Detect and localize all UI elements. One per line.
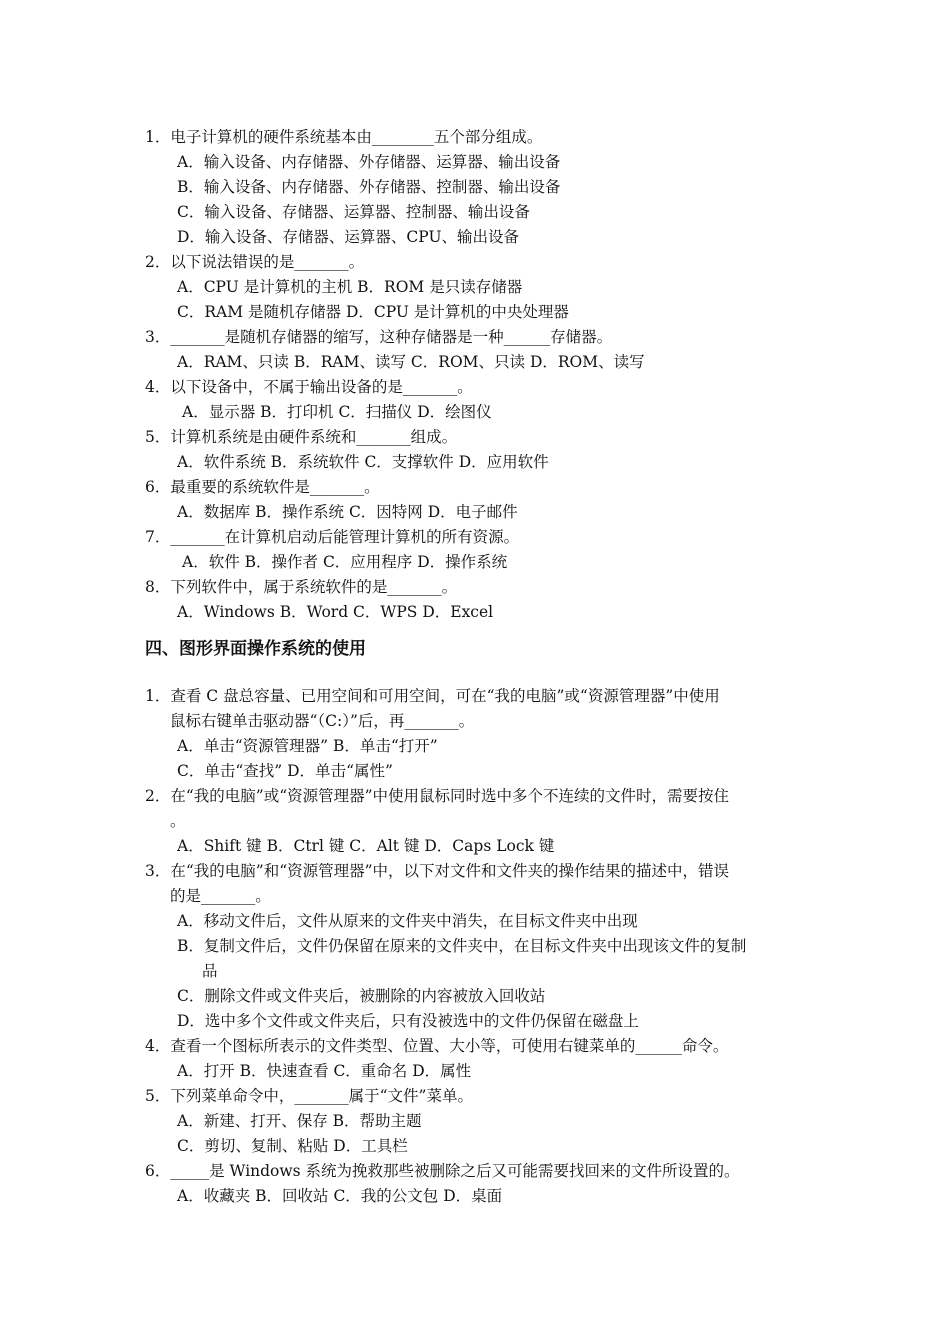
question-4: 4．以下设备中，不属于输出设备的是_______。 <box>145 378 473 396</box>
question-3: 3．_______是随机存储器的缩写，这种存储器是一种______存储器。 <box>145 328 613 346</box>
option-line: A．单击“资源管理器” B．单击“打开” <box>177 737 438 755</box>
option-line: C．RAM 是随机存储器 D．CPU 是计算机的中央处理器 <box>177 303 569 321</box>
question-6: 6．最重要的系统软件是_______。 <box>145 478 380 496</box>
option-line: A．新建、打开、保存 B．帮助主题 <box>177 1112 422 1130</box>
option-line: A．软件系统 B．系统软件 C．支撑软件 D．应用软件 <box>177 453 549 471</box>
question-3-cont: 的是_______。 <box>170 887 271 905</box>
option-line: A．CPU 是计算机的主机 B．ROM 是只读存储器 <box>177 278 523 296</box>
option-line: B．输入设备、内存储器、外存储器、控制器、输出设备 <box>177 178 561 196</box>
option-line: A．移动文件后，文件从原来的文件夹中消失，在目标文件夹中出现 <box>177 912 638 930</box>
option-line-cont: 品 <box>202 962 218 980</box>
option-line: A．软件 B．操作者 C．应用程序 D．操作系统 <box>182 553 508 571</box>
question-8: 8．下列软件中，属于系统软件的是_______。 <box>145 578 458 596</box>
option-line: A．Windows B．Word C．WPS D．Excel <box>177 603 494 621</box>
option-line: C．删除文件或文件夹后，被删除的内容被放入回收站 <box>177 987 546 1005</box>
option-line: C．单击“查找” D．单击“属性” <box>177 762 393 780</box>
option-line: A．RAM、只读 B．RAM、读写 C．ROM、只读 D．ROM、读写 <box>177 353 645 371</box>
question-2: 2．在“我的电脑”或“资源管理器”中使用鼠标同时选中多个不连续的文件时，需要按住 <box>145 787 730 805</box>
question-4: 4．查看一个图标所表示的文件类型、位置、大小等，可使用右键菜单的______命令。 <box>145 1037 729 1055</box>
option-line: B．复制文件后，文件仍保留在原来的文件夹中，在目标文件夹中出现该文件的复制 <box>177 937 747 955</box>
option-line: A．收藏夹 B．回收站 C．我的公文包 D．桌面 <box>177 1187 503 1205</box>
option-line: A．打开 B．快速查看 C．重命名 D．属性 <box>177 1062 472 1080</box>
question-2-cont: 。 <box>170 812 186 830</box>
question-7: 7．_______在计算机启动后能管理计算机的所有资源。 <box>145 528 520 546</box>
question-5: 5．计算机系统是由硬件系统和_______组成。 <box>145 428 458 446</box>
option-line: D．输入设备、存储器、运算器、CPU、输出设备 <box>177 228 520 246</box>
option-line: D．选中多个文件或文件夹后，只有没被选中的文件仍保留在磁盘上 <box>177 1012 639 1030</box>
option-line: C．剪切、复制、粘贴 D．工具栏 <box>177 1137 408 1155</box>
question-5: 5．下列菜单命令中，_______属于“文件”菜单。 <box>145 1087 473 1105</box>
option-line: A．Shift 键 B．Ctrl 键 C．Alt 键 D．Caps Lock 键 <box>177 837 555 855</box>
question-6: 6．_____是 Windows 系统为挽救那些被删除之后又可能需要找回来的文件所设置的。 <box>145 1162 740 1180</box>
option-line: A．显示器 B．打印机 C．扫描仪 D．绘图仪 <box>182 403 492 421</box>
question-2: 2．以下说法错误的是_______。 <box>145 253 365 271</box>
question-1: 1．电子计算机的硬件系统基本由________五个部分组成。 <box>145 128 543 146</box>
section-heading: 四、图形界面操作系统的使用 <box>145 639 366 659</box>
question-1-cont: 鼠标右键单击驱动器“（C:）”后，再_______。 <box>170 712 475 730</box>
option-line: C．输入设备、存储器、运算器、控制器、输出设备 <box>177 203 530 221</box>
option-line: A．数据库 B．操作系统 C．因特网 D．电子邮件 <box>177 503 518 521</box>
question-1: 1．查看 C 盘总容量、已用空间和可用空间，可在“我的电脑”或“资源管理器”中使用 <box>145 687 720 705</box>
option-line: A．输入设备、内存储器、外存储器、运算器、输出设备 <box>177 153 561 171</box>
question-3: 3．在“我的电脑”和“资源管理器”中，以下对文件和文件夹的操作结果的描述中，错误 <box>145 862 730 880</box>
